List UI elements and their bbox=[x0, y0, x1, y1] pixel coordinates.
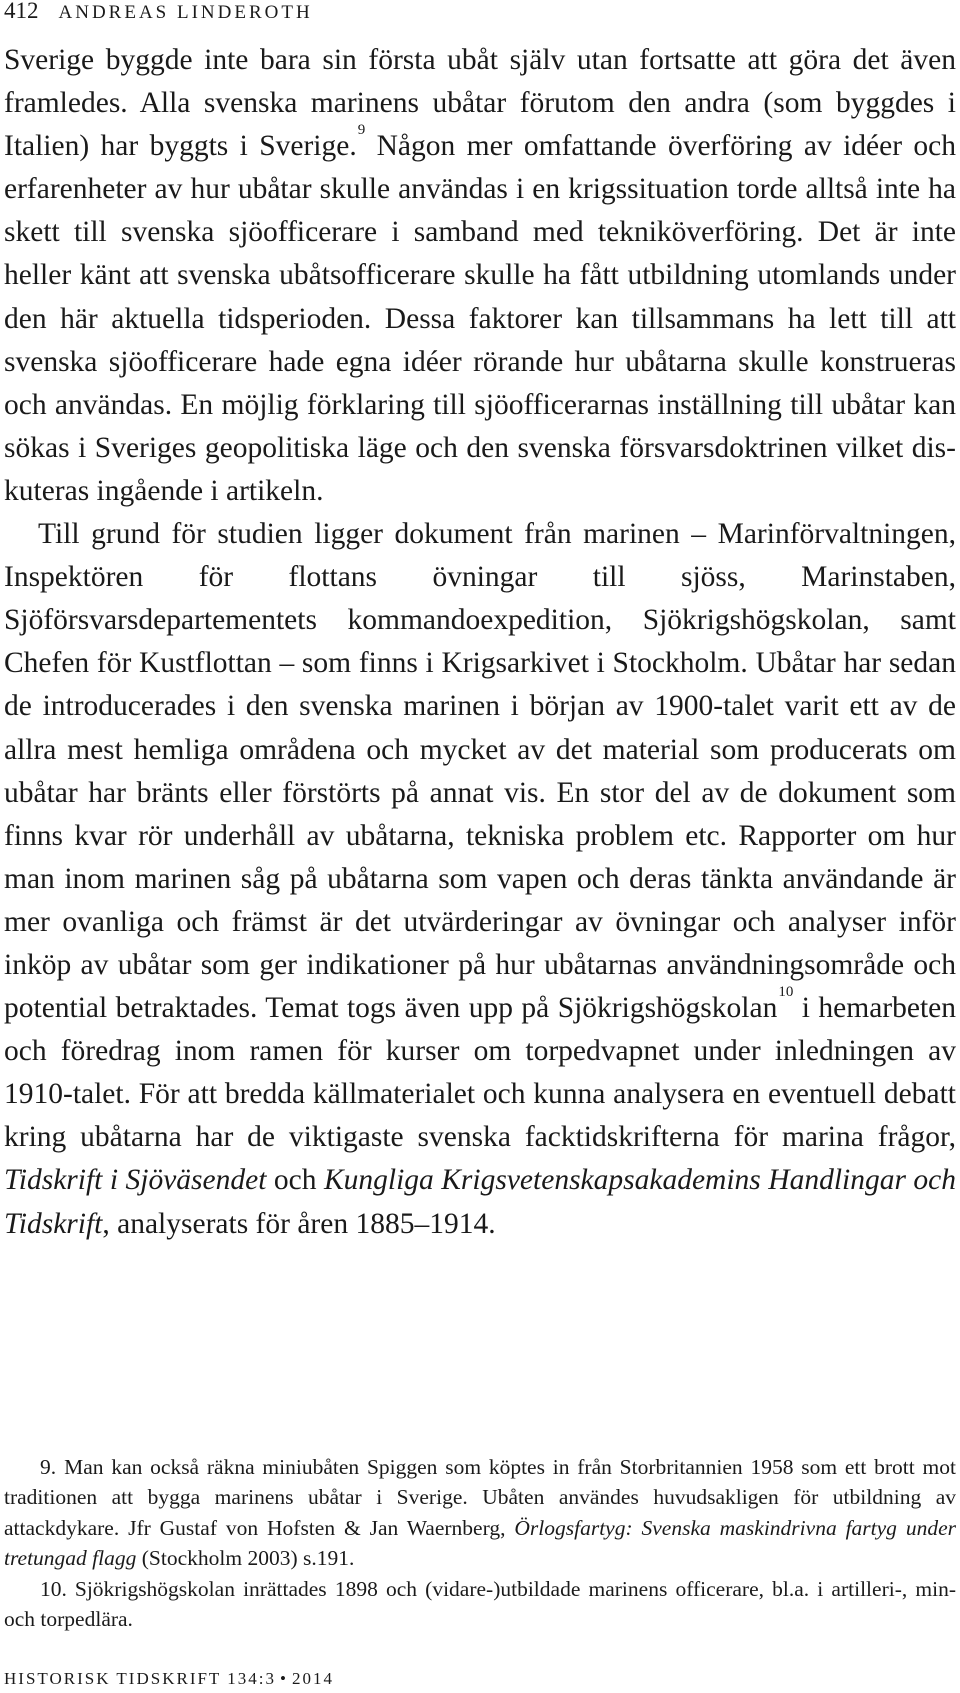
journal-name: HISTORISK TIDSKRIFT bbox=[4, 1669, 222, 1688]
paragraph-2 bbox=[4, 513, 956, 1246]
footnote-ref-10[interactable]: 10 bbox=[778, 984, 794, 1001]
footer-separator: • bbox=[280, 1669, 288, 1688]
page-number: 412 bbox=[4, 0, 39, 23]
footnote-ref-9[interactable]: 9 bbox=[357, 122, 366, 139]
paragraph-2-text-b: i hemarbeten och föredrag inom ramen för kurser om torpedvapnet under inledningen av 1910-talet. För att bredda källmaterialet och kunna analysera en eventuell debatt kring ubåtarna har de viktigaste svenska facktidskrifterna för marina frågor, bbox=[4, 992, 956, 1154]
paragraph-1 bbox=[4, 39, 956, 513]
footnotes bbox=[4, 1452, 956, 1634]
footnote-10 bbox=[4, 1574, 956, 1635]
paragraph-2-text-d: , analyserats för åren 1885–1914. bbox=[102, 1207, 496, 1240]
author-name: ANDREAS LINDEROTH bbox=[58, 2, 313, 23]
running-header bbox=[4, 0, 313, 28]
paragraph-2-text-c: och bbox=[266, 1164, 324, 1197]
footnote-10-number: 10. bbox=[40, 1576, 67, 1601]
footnote-9-book-title: Örlogsfartyg: Svenska maskindrivna fartyg under tretungad flagg bbox=[4, 1515, 956, 1571]
journal-issue: 134:3 bbox=[227, 1669, 276, 1688]
running-footer bbox=[4, 1668, 334, 1690]
paragraph-2-text-a: Till grund för studien ligger dokument från marinen – Marinförvaltningen, Inspektören för flottans övningar till sjöss, Marinstaben, Sjöförsvarsdepartementets kommandoexpedition, Sjökrigshögskolan, samt Chefen för Kustflottan – som finns i Krigsarkivet i Stockholm. Ubåtar har sedan de introducerades i den svenska marinen i början av 1900-talet varit ett av de allra mest hemliga områdena och mycket av det material som producerats om ubåtar har bränts eller förstörts på annat vis. En stor del av de dokument som finns kvar rör underhåll av ubåtarna, tekniska problem etc. Rapporter om hur man inom marinen såg på ubåtarna som vapen och deras tänkta användande är mer ovanliga och främst är det utvärderingar av övningar och analyser inför inköp av ubåtar som ger indikationer på hur ubåtarnas användningsområde och potential betraktades. Temat togs även upp på Sjökrigshögskolan bbox=[4, 518, 956, 1025]
paragraph-1-text-a: Sverige byggde inte bara sin första ubåt själv utan fortsatte att göra det även framledes. Alla svenska marinens ubåtar förutom den andra (som byggdes i Italien) har byggts i Sverige. bbox=[4, 44, 956, 163]
footnote-9-text-b: (Stockholm 2003) s.191. bbox=[136, 1546, 355, 1571]
journal-title-1: Tidskrift i Sjöväsendet bbox=[4, 1164, 267, 1197]
footnote-9-text-a: Man kan också räkna miniubåten Spiggen som köptes in från Storbritannien 1958 som ett brott mot traditionen att bygga marinens ubåtar i Sverige. Ubåten användes huvudsakligen för utbildning av attackdykare. Jfr Gustaf von Hofsten & Jan Waernberg, bbox=[4, 1455, 956, 1540]
footnote-9 bbox=[4, 1452, 956, 1574]
body-text bbox=[4, 39, 956, 1246]
footnote-9-number: 9. bbox=[40, 1455, 57, 1479]
footnote-10-text: Sjökrigshögskolan inrättades 1898 och (vidare-)utbildade marinens officerare, bl.a. i artilleri-, min- och torpedlära. bbox=[4, 1576, 956, 1632]
paragraph-1-text-b: Någon mer omfattande överföring av idéer och erfarenheter av hur ubåtar skulle användas i en krigssituation torde alltså inte ha skett till svenska sjöofficerare i samband med tekniköverföring. Det är inte heller känt att svenska ubåtsofficerare skulle ha fått utbildning utomlands under den här aktuella tidsperioden. Dessa faktorer kan tillsammans ha lett till att svenska sjöofficerare hade egna idéer rörande hur ubåtarna skulle konstrueras och användas. En möjlig förklaring till sjöofficerarnas inställning till ubåtar kan sökas i Sveriges geopolitiska läge och den svenska försvarsdoktrinen vilket diskuteras ingående i artikeln. bbox=[4, 130, 957, 507]
journal-year: 2014 bbox=[291, 1669, 334, 1688]
journal-title-2: Kungliga Krigsvetenskapsakademins Handlingar och Tidskrift bbox=[4, 1164, 957, 1240]
